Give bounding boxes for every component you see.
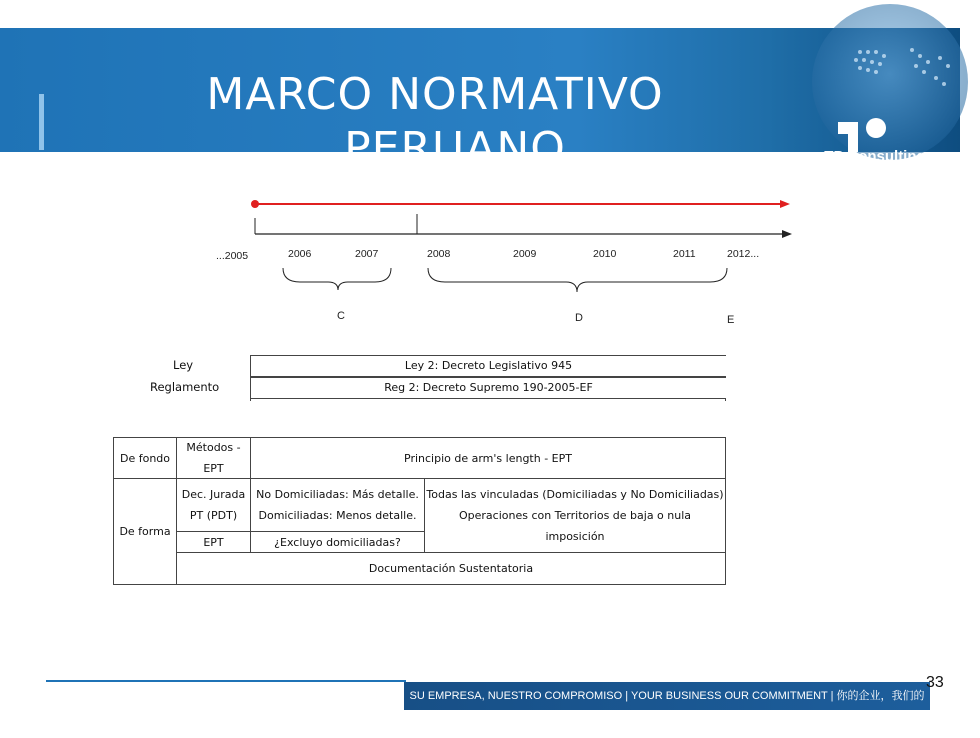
axis-arrow-head bbox=[782, 230, 792, 238]
year-2005: ...2005 bbox=[216, 250, 249, 262]
box-tail-left bbox=[250, 399, 251, 401]
timeline bbox=[200, 190, 800, 340]
red-start-dot bbox=[251, 200, 259, 208]
domiciliadas-text: Domiciliadas: Menos detalle. bbox=[258, 509, 417, 522]
principio-text: Principio de arm's length - EPT bbox=[404, 451, 572, 465]
todas-line-2: Operaciones con Territorios de baja o nula bbox=[458, 509, 692, 522]
todas-vinculadas-cell bbox=[424, 478, 726, 553]
slide-title bbox=[110, 68, 760, 176]
label-d: D bbox=[575, 312, 583, 324]
brand-name: TP Consulting Group bbox=[824, 148, 926, 182]
dec-jurada-cell bbox=[176, 478, 251, 532]
year-2007: 2007 bbox=[355, 248, 379, 260]
principio-cell bbox=[250, 437, 726, 479]
label-e: E bbox=[727, 314, 735, 326]
ept-text: EPT bbox=[203, 535, 224, 549]
de-fondo-cell bbox=[113, 437, 177, 479]
excluyo-text: ¿Excluyo domiciliadas? bbox=[274, 535, 401, 549]
timeline-graphic bbox=[200, 190, 800, 340]
metodos-cell bbox=[176, 437, 251, 479]
title-line-2: PERUANO bbox=[344, 123, 566, 174]
ley-box: Ley 2: Decreto Legislativo 945 bbox=[250, 355, 726, 377]
ley-label: Ley bbox=[173, 358, 194, 372]
label-c: C bbox=[337, 310, 345, 322]
reglamento-box: Reg 2: Decreto Supremo 190-2005-EF bbox=[250, 377, 726, 399]
year-2009: 2009 bbox=[513, 248, 537, 260]
accent-bar bbox=[39, 94, 44, 150]
de-forma-cell bbox=[113, 478, 177, 585]
ept-cell bbox=[176, 531, 251, 553]
de-fondo-text: De fondo bbox=[119, 451, 171, 465]
de-forma-text: De forma bbox=[119, 525, 171, 538]
title-line-1: MARCO NORMATIVO bbox=[206, 69, 664, 120]
bracket-d bbox=[428, 268, 727, 292]
year-2011: 2011 bbox=[673, 248, 696, 260]
box-tail-right bbox=[725, 399, 726, 401]
todas-line-1: Todas las vinculadas (Domiciliadas y No Domiciliadas) bbox=[426, 488, 724, 501]
year-2010: 2010 bbox=[593, 248, 617, 260]
documentacion-cell bbox=[176, 552, 726, 585]
dec-jurada-line-2: PT (PDT) bbox=[189, 509, 238, 522]
metodos-line-1: Métodos - bbox=[186, 441, 241, 454]
dec-jurada-line-1: Dec. Jurada bbox=[181, 488, 246, 501]
no-domiciliadas-text: No Domiciliadas: Más detalle. bbox=[256, 488, 419, 501]
reglamento-label: Reglamento bbox=[150, 380, 220, 394]
metodos-line-2: EPT bbox=[203, 462, 224, 475]
todas-line-3: imposición bbox=[545, 530, 605, 543]
year-2008: 2008 bbox=[427, 248, 451, 260]
footer-tagline: SU EMPRESA, NUESTRO COMPROMISO | YOUR BUSINESS OUR COMMITMENT | 你的企业，我们的承诺 bbox=[404, 682, 930, 710]
domiciliadas-cell bbox=[250, 478, 425, 532]
header-band bbox=[0, 28, 960, 182]
red-arrow-head bbox=[780, 200, 790, 208]
year-2006: 2006 bbox=[288, 248, 312, 260]
documentacion-text: Documentación Sustentatoria bbox=[368, 562, 534, 575]
page-number: 33 bbox=[926, 674, 944, 691]
excluyo-cell bbox=[250, 531, 425, 553]
bracket-c bbox=[283, 268, 391, 290]
year-2012: 2012... bbox=[727, 248, 760, 260]
footer-line bbox=[46, 680, 406, 682]
